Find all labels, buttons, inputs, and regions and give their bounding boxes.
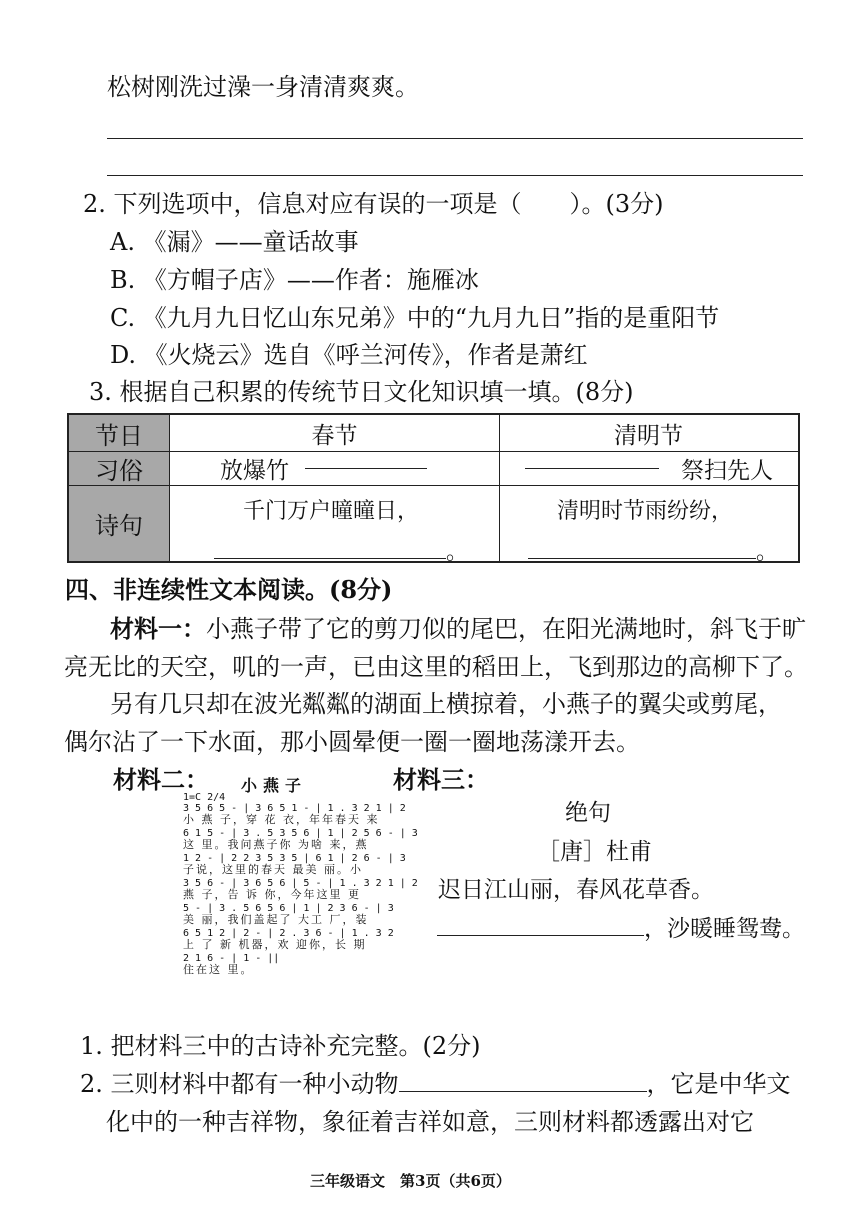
q2-option-a: A. 《漏》——童话故事 bbox=[110, 228, 359, 256]
score-row-1: 3 5 6 5 - | 3 6 5 1 - | 1 . 3 2 1 | 2 小 燕 子，穿 花 衣，年年春天 来 bbox=[183, 803, 406, 826]
poem-qingming-blank[interactable] bbox=[528, 558, 756, 559]
col-header-qingming: 清明节 bbox=[614, 422, 683, 449]
song-score bbox=[183, 792, 418, 1022]
material2-label: 材料二： bbox=[113, 765, 209, 794]
row-header-poem: 诗句 bbox=[69, 485, 170, 561]
score-row-3: 1 2 - | 2 2 3 5 3 5 | 6 1 | 2 6 - | 3 子说，这里的春天 最美 丽。小 bbox=[183, 853, 406, 876]
custom-qingming: 祭扫先人 bbox=[499, 451, 798, 485]
section4-title: 四、非连续性文本阅读。(8分) bbox=[65, 575, 393, 604]
poem-line1: 迟日江山丽，春风花草香。 bbox=[438, 877, 714, 903]
answer-line-2[interactable] bbox=[107, 175, 803, 176]
custom-qingming-blank[interactable] bbox=[525, 468, 659, 469]
poem-line2: ，沙暖睡鸳鸯。 bbox=[437, 918, 805, 941]
material1-p2-line1: 另有几只却在波光粼粼的湖面上横掠着，小燕子的翼尖或剪尾， bbox=[110, 690, 782, 718]
score-row-6: 6 5 1 2 | 2 - | 2 . 3 6 - | 1 . 3 2 上 了 新 机器，欢 迎你，长 期 bbox=[183, 928, 394, 951]
q2-option-b: B. 《方帽子店》——作者：施雁冰 bbox=[110, 266, 479, 294]
question-2-blank[interactable] bbox=[399, 1091, 647, 1092]
poem-author: ［唐］杜甫 bbox=[537, 839, 652, 865]
score-row-7: 2 1 6 - | 1 - || 住在这 里。 bbox=[183, 953, 280, 976]
answer-line-1[interactable] bbox=[107, 138, 803, 139]
page-footer: 三年级语文 第3页（共6页） bbox=[310, 1172, 511, 1190]
festival-table bbox=[67, 413, 800, 563]
q2-stem: 2. 下列选项中，信息对应有误的一项是（ ）。(3分) bbox=[83, 190, 664, 218]
poem-title: 绝句 bbox=[565, 800, 611, 826]
question-1: 1. 把材料三中的古诗补充完整。(2分) bbox=[80, 1032, 481, 1060]
score-row-2: 6 1 5 - | 3 . 5 3 5 6 | 1 | 2 5 6 - | 3 这 里。我问燕子你 为啥 来，燕 bbox=[183, 828, 418, 851]
col-header-spring: 春节 bbox=[311, 422, 358, 449]
material1-p2-line2: 偶尔沾了一下水面，那小圆晕便一圈一圈地荡漾开去。 bbox=[64, 728, 640, 756]
q2-option-d: D. 《火烧云》选自《呼兰河传》，作者是萧红 bbox=[110, 341, 588, 369]
song-title: 小燕子 bbox=[241, 776, 308, 795]
question-2-line1: 2. 三则材料中都有一种小动物 ，它是中华文 bbox=[80, 1070, 791, 1098]
score-key: 1=C 2/4 bbox=[183, 792, 226, 803]
poem-spring-blank[interactable] bbox=[214, 558, 446, 559]
custom-spring-blank[interactable] bbox=[305, 468, 427, 469]
poem-spring: 千门万户曈曈日， 。 bbox=[170, 485, 499, 561]
row-header-festival: 节日 bbox=[69, 415, 170, 451]
row-header-custom: 习俗 bbox=[69, 451, 170, 485]
score-row-4: 3 5 6 - | 3 6 5 6 | 5 - | 1 . 3 2 1 | 2 燕 子，告 诉 你，今年这里 更 bbox=[183, 878, 418, 901]
score-row-5: 5 - | 3 . 5 6 5 6 | 1 | 2 3 6 - | 3 美 丽，我们盖起了 大工 厂，装 bbox=[183, 903, 394, 926]
custom-spring: 放爆竹 bbox=[170, 451, 499, 485]
material1-line1: 材料一：小燕子带了它的剪刀似的尾巴，在阳光满地时，斜飞于旷 bbox=[110, 614, 806, 643]
poem-qingming: 清明时节雨纷纷， 。 bbox=[499, 485, 798, 561]
top-sentence: 松树刚洗过澡一身清清爽爽。 bbox=[107, 73, 419, 101]
q3-stem: 3. 根据自己积累的传统节日文化知识填一填。(8分) bbox=[89, 378, 634, 406]
material3-label: 材料三： bbox=[393, 765, 489, 794]
material1-line2: 亮无比的天空，叽的一声，已由这里的稻田上，飞到那边的高柳下了。 bbox=[64, 653, 808, 681]
question-2-line2: 化中的一种吉祥物，象征着吉祥如意，三则材料都透露出对它 bbox=[106, 1108, 754, 1136]
q2-option-c: C. 《九月九日忆山东兄弟》中的“九月九日”指的是重阳节 bbox=[110, 304, 720, 332]
poem-line2-blank[interactable] bbox=[437, 935, 644, 936]
